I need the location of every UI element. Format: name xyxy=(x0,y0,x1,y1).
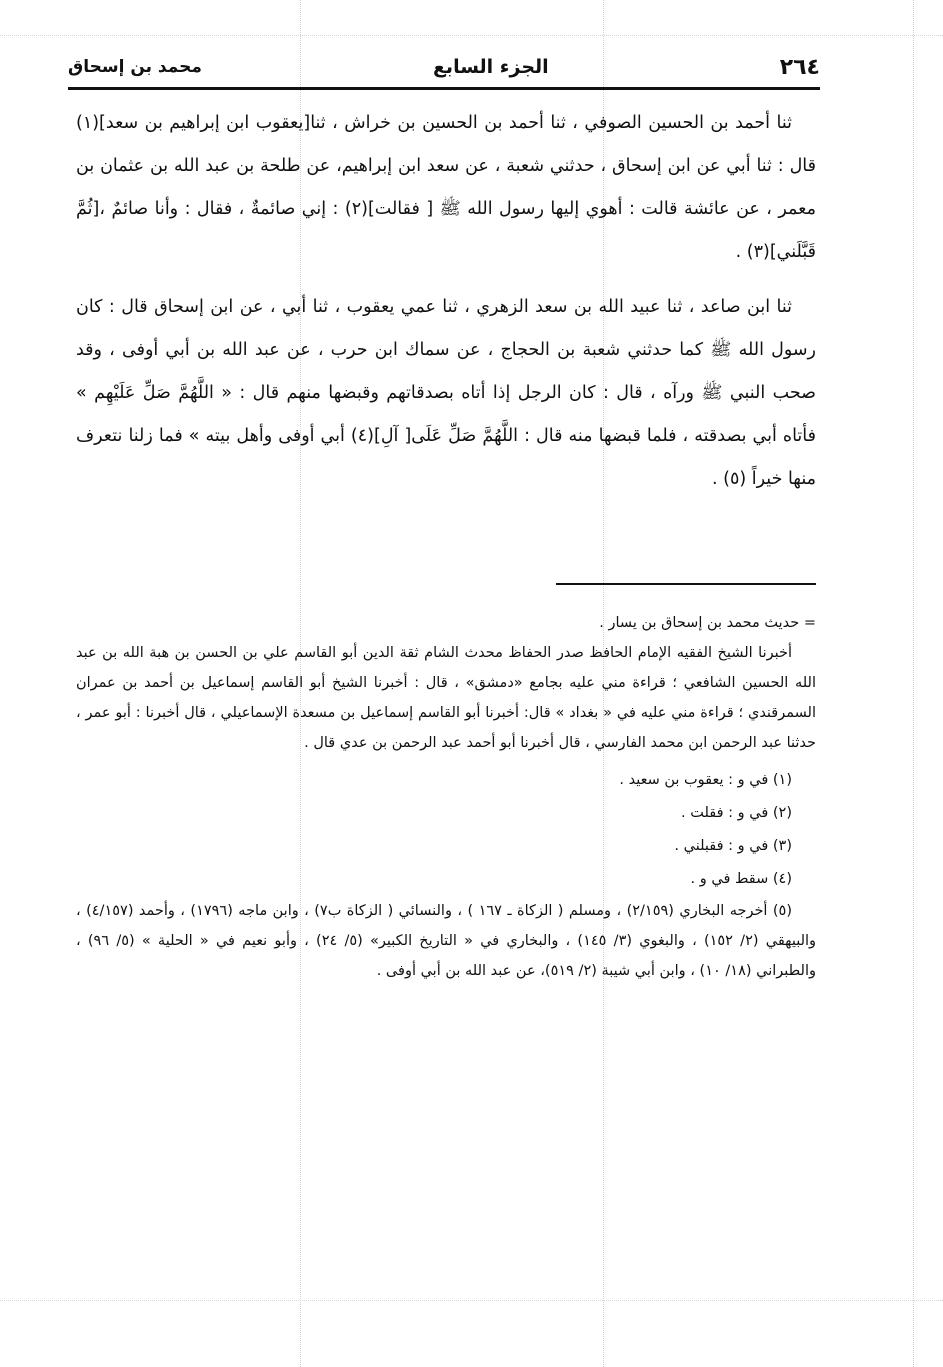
takhrij-note: (٥) أخرجه البخاري (٢/١٥٩) ، ومسلم ( الزكاة ـ ١٦٧ ) ، والنسائي ( الزكاة ب٧) ، وابن ماجه (١٧٩٦) ، وأحمد (٤/١٥٧) ، والبيهقي (٢/ ١٥٢) ، والبغوي (٣/ ١٤٥) ، والبخاري في « التاريخ الكبير» (٥/ ٢٤) ، وأبو نعيم في « الحلية » (٥/ ٩٦) ، والطبراني (١٨/ ١٠) ، وابن أبي شيبة (٢/ ٥١٩)، عن عبد الله بن أبي أوفى . xyxy=(76,903,817,979)
scan-artifact xyxy=(0,35,943,36)
footnote-separator xyxy=(556,583,816,585)
isnad-note: أخبرنا الشيخ الفقيه الإمام الحافظ صدر الحفاظ محدث الشام ثقة الدين أبو القاسم علي بن الحسن بن هبة الله بن عبد الله الحسين الشافعي ؛ قراءة مني عليه بجامع «دمشق» ، قال : أخبرنا الشيخ أبو القاسم إسماعيل بن أحمد بن عمران السمرقندي ؛ قراءة مني عليه في « بغداد » قال: أخبرنا أبو القاسم إسماعيل بن مسعدة الإسماعيلي ، قال أخبرنا : أبو عمر ، حدثنا عبد الرحمن ابن محمد الفارسي ، قال أخبرنا أبو أحمد عبد الرحمن بن عدي قال . xyxy=(76,645,816,751)
footnotes-section xyxy=(76,608,816,986)
book-author: محمد بن إسحاق xyxy=(68,57,202,77)
footnote: (٢) في و : فقلت . xyxy=(681,805,792,821)
running-title: الجزء السابع xyxy=(432,56,549,78)
page-number: ٢٦٤ xyxy=(779,54,820,80)
footnote: (٤) سقط في و . xyxy=(690,871,792,887)
footnote: (٣) في و : فقبلني . xyxy=(674,838,792,854)
scan-artifact xyxy=(0,1300,943,1301)
footnote-list xyxy=(76,764,816,896)
hadith-paragraph: ثنا ابن صاعد ، ثنا عبيد الله بن سعد الزهري ، ثنا عمي يعقوب ، ثنا أبي ، عن ابن إسحاق قال : كان رسول الله ﷺ كما حدثني شعبة بن الحجاج ، عن سماك ابن حرب ، عن عبد الله بن أبي أوفى ، وقد صحب النبي ﷺ ورآه ، قال : كان الرجل إذا أتاه بصدقاتهم وقبضها منهم قال : « اللَّهُمَّ صَلِّ عَلَيْهِم » فأتاه أبي بصدقته ، فلما قبضها منه قال : اللَّهُمَّ صَلِّ عَلَى[ آلِ](٤) أبي أوفى وأهل بيته » فما زلنا نتعرف منها خيراً (٥) . xyxy=(76,297,816,489)
header-rule xyxy=(68,87,820,90)
footnote: (١) في و : يعقوب بن سعيد . xyxy=(619,772,792,788)
page-header xyxy=(68,48,820,86)
main-text xyxy=(76,102,816,513)
scan-artifact xyxy=(913,0,914,1367)
continued-note: = حديث محمد بن إسحاق بن يسار . xyxy=(599,615,816,631)
hadith-paragraph: ثنا أحمد بن الحسين الصوفي ، ثنا أحمد بن الحسين بن خراش ، ثنا[يعقوب ابن إبراهيم بن سعد](١) قال : ثنا أبي عن ابن إسحاق ، حدثني شعبة ، عن سعد ابن إبراهيم، عن طلحة بن عبد الله بن عثمان بن معمر ، عن عائشة قالت : أهوي إليها رسول الله ﷺ [ فقالت](٢) : إني صائمةٌ ، فقال : وأنا صائمٌ ،[ثُمَّ قَبَّلَني](٣) . xyxy=(76,113,816,262)
